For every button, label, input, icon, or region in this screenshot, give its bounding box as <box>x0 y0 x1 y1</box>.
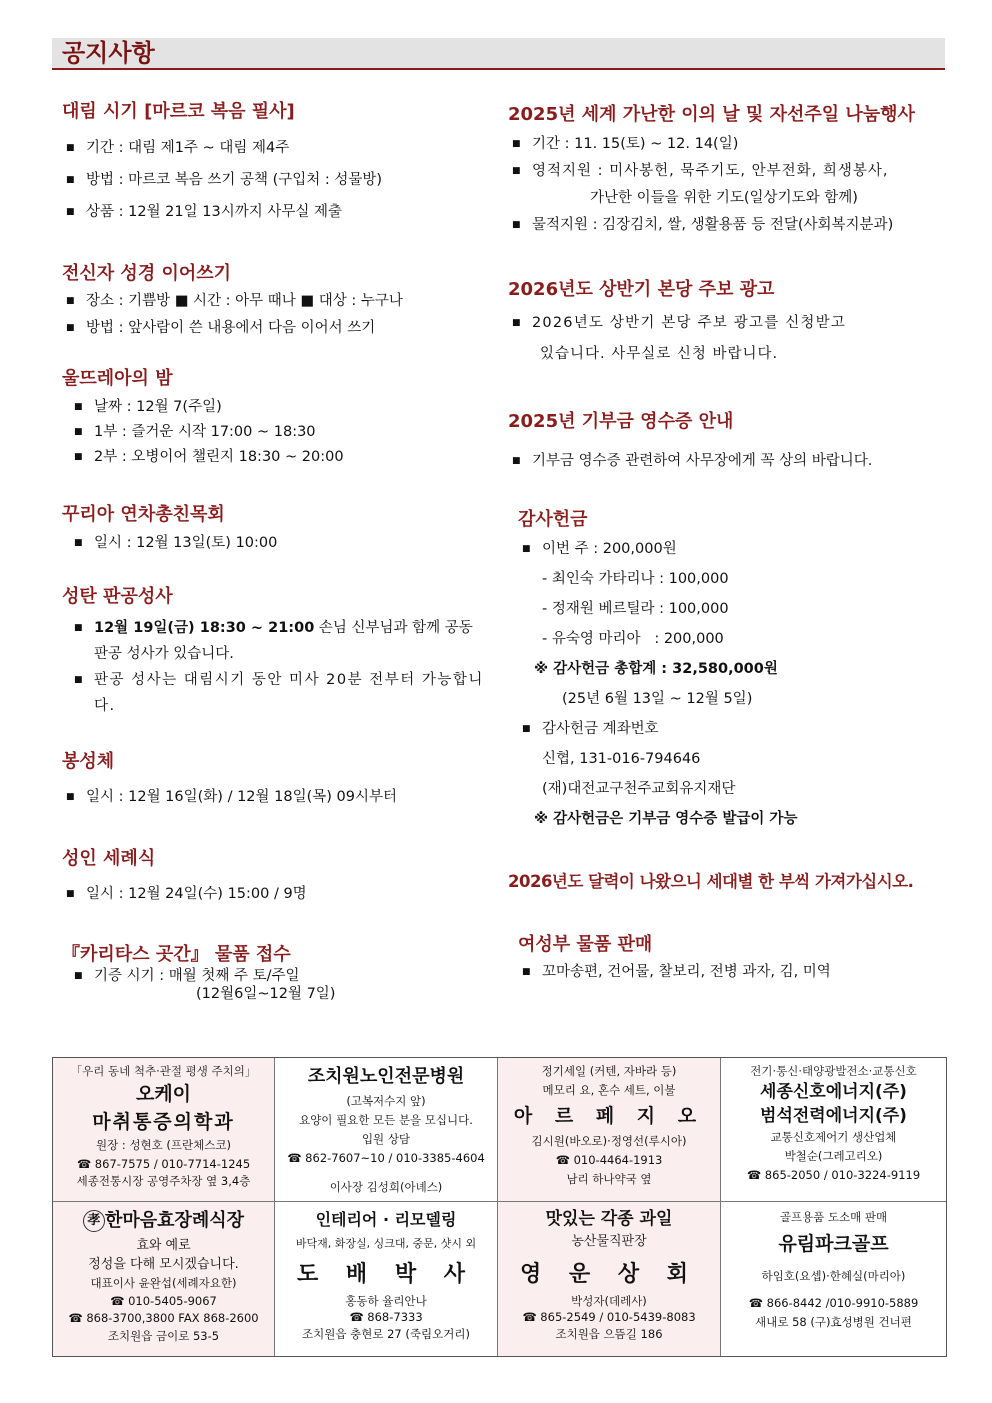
ad-text: 요양이 필요한 모든 분을 모십니다. <box>299 1113 473 1127</box>
list-item: ■ 2026년도 상반기 본당 주보 광고를 신청받고 <box>508 308 948 339</box>
ad-text: 대표이사 윤완섭(세례자요한) <box>90 1276 237 1290</box>
section-baptism <box>62 847 492 908</box>
section-christmas <box>62 585 492 719</box>
section-blessing <box>62 750 492 811</box>
section-title: 성인 세례식 <box>62 848 156 869</box>
section-curia <box>62 503 492 556</box>
section-title: 『카리타스 곳간』 물품 접수 <box>62 944 291 965</box>
list-item-continuation: (12월6일~12월 7일) <box>196 986 336 1002</box>
list-item: ■ 상품 : 12월 21일 13시까지 사무실 제출 <box>62 196 492 228</box>
ad-address: 새내로 58 (구)효성병원 건너편 <box>755 1315 912 1329</box>
list-item-continuation: 가난한 이들을 위한 기도(일상기도와 함께) <box>590 190 858 206</box>
list-item: ■ 2부 : 오병이어 챌린지 18:30 ~ 20:00 <box>70 445 492 470</box>
list-item: ■ 꼬마송편, 건어물, 찰보리, 전병 과자, 김, 미역 <box>518 959 948 986</box>
ad-text: 메모리 요, 혼수 세트, 이불 <box>542 1083 676 1097</box>
list-item: ■ 방법 : 앞사람이 쓴 내용에서 다음 이어서 쓰기 <box>62 315 492 342</box>
ad-phone: ☎ 010-5405-9067 <box>110 1294 217 1308</box>
list-item: ■ 일시 : 12월 24일(수) 15:00 / 9명 <box>62 881 492 908</box>
ad-text: 바닥재, 화장실, 싱크대, 중문, 샷시 외 <box>295 1237 477 1250</box>
ad-name: 마취통증의학과 <box>92 1111 235 1133</box>
section-title: 2026년도 상반기 본당 주보 광고 <box>508 279 775 300</box>
account-note: ※ 감사헌금은 기부금 영수증 발급이 가능 <box>534 811 798 827</box>
filial-piety-badge-icon: 孝 <box>83 1210 105 1232</box>
ad-text: 농산물직판장 <box>571 1234 647 1249</box>
section-ad2026 <box>508 278 948 370</box>
ad-text: 효와 예로 <box>136 1238 191 1253</box>
section-title: 감사헌금 <box>518 509 588 530</box>
ad-ok-clinic <box>53 1058 275 1202</box>
ad-text: 박성자(데레사) <box>571 1294 647 1308</box>
ad-phone: ☎ 862-7607~10 / 010-3385-4604 <box>287 1151 485 1165</box>
section-calendar <box>508 870 948 902</box>
ad-phone: ☎ 868-7333 <box>349 1310 423 1324</box>
section-title: 울뜨레아의 밤 <box>62 368 173 389</box>
section-advent <box>62 100 492 228</box>
account-number: 신협, 131-016-794646 <box>542 751 701 767</box>
list-item: ■ 방법 : 마르코 복음 쓰기 공책 (구입처 : 성물방) <box>62 164 492 196</box>
section-poor <box>508 103 948 239</box>
list-item: ■ 장소 : 기쁨방 ■ 시간 : 아무 때나 ■ 대상 : 누구나 <box>62 288 492 315</box>
section-title: 2025년 세계 가난한 이의 날 및 자선주일 나눔행사 <box>508 104 915 125</box>
ad-name: 도 배 박 사 <box>297 1262 475 1287</box>
ad-fruit <box>498 1202 721 1356</box>
ad-name: 범석전력에너지(주) <box>760 1106 907 1126</box>
page-title: 공지사항 <box>62 39 155 67</box>
ad-name: 영 운 상 회 <box>520 1262 698 1287</box>
donor-line: - 최인숙 가타리나 : 100,000 <box>542 571 729 587</box>
ad-wallpaper <box>275 1202 498 1356</box>
ad-phone: ☎ 868-3700,3800 FAX 868-2600 <box>68 1311 259 1325</box>
section-title: 꾸리아 연차총친목회 <box>62 504 225 525</box>
ad-energy <box>721 1058 946 1202</box>
ad-golf <box>721 1202 946 1356</box>
section-title: 2025년 기부금 영수증 안내 <box>508 411 734 432</box>
ad-text: 정기세일 (커텐, 자바라 등) <box>541 1064 677 1078</box>
list-item: ■ 1부 : 즐거운 시작 17:00 ~ 18:30 <box>70 420 492 445</box>
section-thanks <box>518 508 948 834</box>
ad-text: (고복저수지 앞) <box>346 1094 426 1108</box>
section-title: 봉성체 <box>62 751 115 772</box>
ad-phone: ☎ 865-2549 / 010-5439-8083 <box>522 1310 696 1324</box>
section-title: 여성부 물품 판매 <box>518 934 653 955</box>
total-note: ※ 감사헌금 총합계 : 32,580,000원 <box>534 661 778 677</box>
ad-text: 박철순(그레고리오) <box>784 1149 883 1163</box>
section-title: 2026년도 달력이 나왔으니 세대별 한 부씩 가져가십시오. <box>508 872 914 891</box>
ad-phone: ☎ 865-2050 / 010-3224-9119 <box>746 1168 921 1182</box>
ad-name: 인테리어 · 리모델링 <box>315 1210 457 1229</box>
ad-address: 남리 하나약국 옆 <box>566 1172 652 1186</box>
section-title: 대림 시기 [마르코 복음 필사] <box>62 101 295 122</box>
section-ultreya <box>62 367 492 470</box>
advertisement-grid <box>52 1057 947 1357</box>
section-bible <box>62 262 492 342</box>
ad-text: 김시원(바오로)·정영선(루시아) <box>531 1134 687 1148</box>
list-item: ■ 감사헌금 계좌번호 <box>518 714 948 744</box>
list-item: ■ 기간 : 11. 15(토) ~ 12. 14(일) <box>508 131 948 158</box>
ad-address: 조치원읍 금이로 53-5 <box>107 1329 220 1343</box>
section-title: 성탄 판공성사 <box>62 586 173 607</box>
donor-line: - 정재원 베르틸라 : 100,000 <box>542 601 729 617</box>
ad-name: 孝 한마음효장례식장 <box>53 1206 274 1236</box>
ad-name: 세종신호에너지(주) <box>760 1082 907 1102</box>
ad-text: 홍동하 율리안나 <box>345 1294 427 1308</box>
list-item: ■ 기증 시기 : 매월 첫째 주 토/주일 <box>70 967 492 985</box>
ad-funeral <box>53 1202 275 1356</box>
account-owner: (재)대전교구천주교회유지재단 <box>542 781 736 797</box>
list-item: ■ 일시 : 12월 13일(토) 10:00 <box>70 531 492 556</box>
ad-text: 정성을 다해 모시겠습니다. <box>88 1257 239 1272</box>
ad-text: 전기·통신·태양광발전소·교통신호 <box>750 1064 917 1078</box>
list-item: ■ 기간 : 대림 제1주 ~ 대림 제4주 <box>62 132 492 164</box>
ad-tagline: 「우리 동네 척추·관절 평생 주치의」 <box>70 1064 257 1078</box>
list-item: ■ 판공 성사는 대림시기 동안 미사 20분 전부터 가능합니다. <box>70 667 490 719</box>
section-women <box>518 933 948 986</box>
ad-text: 하임호(요셉)·한혜실(마리아) <box>761 1269 906 1283</box>
ad-text: 원장 : 성현호 (프란체스코) <box>96 1138 231 1152</box>
ad-address: 조치원읍 충현로 27 (죽림오거리) <box>302 1327 470 1341</box>
ad-text: 골프용품 도소매 판매 <box>779 1210 888 1224</box>
list-item: ■ 기부금 영수증 관련하여 사무장에게 꼭 상의 바랍니다. <box>508 448 948 475</box>
section-receipt <box>508 410 948 475</box>
ad-phone: ☎ 010-4464-1913 <box>555 1153 663 1167</box>
donor-line: - 유숙영 마리아 : 200,000 <box>542 631 724 647</box>
ad-text: 입원 상담 <box>361 1132 411 1146</box>
ad-arpeggio <box>498 1058 721 1202</box>
ad-text: 교통신호제어기 생산업체 <box>770 1130 897 1144</box>
notice-header <box>52 38 945 70</box>
list-item: ■ 일시 : 12월 16일(화) / 12월 18일(목) 09시부터 <box>62 784 492 811</box>
ad-phone: ☎ 867-7575 / 010-7714-1245 <box>76 1157 251 1171</box>
ad-address: 세종전통시장 공영주차장 옆 3,4층 <box>76 1174 251 1188</box>
ad-name: 오케이 <box>135 1083 192 1105</box>
list-item-continuation: 있습니다. 사무실로 신청 바랍니다. <box>540 346 779 362</box>
list-item: ■ 날짜 : 12월 7(주일) <box>70 395 492 420</box>
period-text: (25년 6월 13일 ~ 12월 5일) <box>562 691 753 707</box>
section-title: 전신자 성경 이어쓰기 <box>62 263 232 284</box>
section-caritas <box>62 943 492 1003</box>
ad-name: 유림파크골프 <box>778 1233 889 1255</box>
ad-text: 이사장 김성희(아녜스) <box>329 1180 443 1194</box>
ad-name: 아 르 페 지 오 <box>513 1105 705 1127</box>
list-item: ■ 물적지원 : 김장김치, 쌀, 생활용품 등 전달(사회복지분과) <box>508 212 948 239</box>
ad-address: 조치원읍 으뜸길 186 <box>555 1327 663 1341</box>
ad-name: 맛있는 각종 과일 <box>545 1209 673 1229</box>
ad-hospital <box>275 1058 498 1202</box>
list-item: ■ 12월 19일(금) 18:30 ~ 21:00 손님 신부님과 함께 공동 판공 성사가 있습니다. <box>70 615 490 667</box>
list-item: ■ 이번 주 : 200,000원 <box>518 534 948 564</box>
list-item: ■ 영적지원 : 미사봉헌, 묵주기도, 안부전화, 희생봉사, <box>508 158 948 185</box>
ad-phone: ☎ 866-8442 /010-9910-5889 <box>748 1296 919 1310</box>
ad-name: 조치원노인전문병원 <box>307 1066 465 1087</box>
